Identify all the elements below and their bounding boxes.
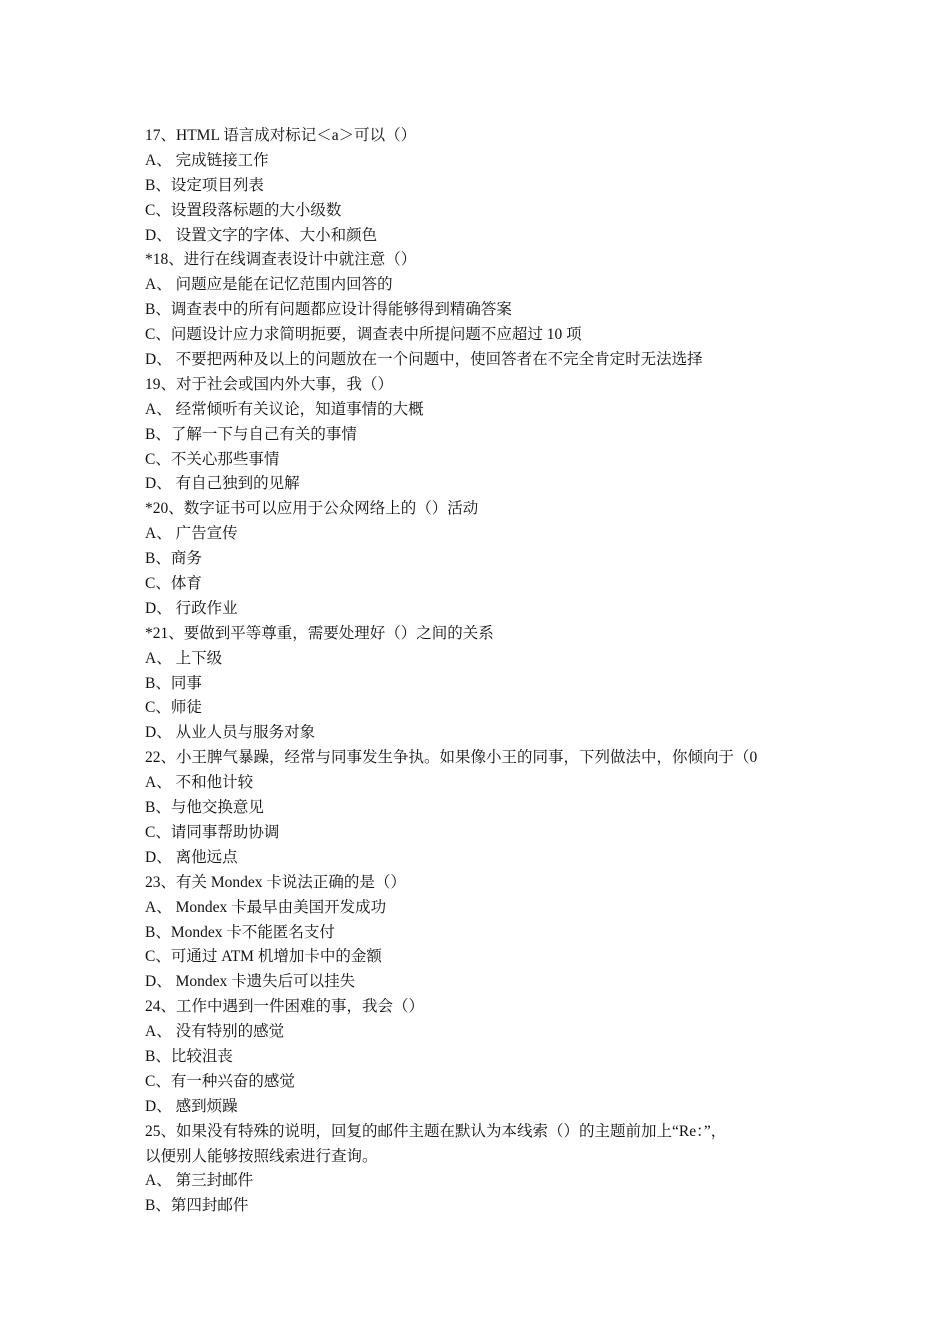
question-22-option-a: A、 不和他计较 <box>145 774 254 792</box>
question-24-option-a: A、 没有特别的感觉 <box>145 1023 285 1041</box>
question-18-option-d: D、 不要把两种及以上的问题放在一个问题中，使回答者在不完全肯定时无法选择 <box>145 351 703 369</box>
question-23-option-b: B、Mondex 卡不能匿名支付 <box>145 923 335 941</box>
question-18-option-b: B、调查表中的所有问题都应设计得能够得到精确答案 <box>145 301 512 319</box>
question-list <box>145 124 825 1219</box>
question-24-option-b: B、比较沮丧 <box>145 1047 233 1065</box>
question-17-stem: 17、HTML 语言成对标记＜a＞可以（） <box>145 127 417 144</box>
question-22-option-c: C、请同事帮助协调 <box>145 823 280 841</box>
question-25-stem: 25、如果没有特殊的说明，回复的邮件主题在默认为本线索（）的主题前加上“Re：”， <box>145 1122 727 1140</box>
question-21-option-d: D、 从业人员与服务对象 <box>145 724 316 742</box>
question-22-option-d: D、 离他远点 <box>145 848 238 866</box>
question-17-option-d: D、 设置文字的字体、大小和颜色 <box>145 226 378 244</box>
question-18-option-c: C、问题设计应力求简明扼要，调查表中所提问题不应超过 10 项 <box>145 326 582 344</box>
question-18-option-a: A、 问题应是能在记忆范围内回答的 <box>145 276 393 294</box>
question-22-option-b: B、与他交换意见 <box>145 799 264 817</box>
question-20-option-d: D、 行政作业 <box>145 599 238 617</box>
question-20-option-a: A、 广告宣传 <box>145 525 238 543</box>
question-21-option-a: A、 上下级 <box>145 649 223 667</box>
question-24-option-d: D、 感到烦躁 <box>145 1097 238 1115</box>
question-20-stem: *20、数字证书可以应用于公众网络上的（）活动 <box>145 500 479 518</box>
question-22-stem: 22、小王脾气暴躁，经常与同事发生争执。如果像小王的同事，下列做法中，你倾向于（0 <box>145 749 758 767</box>
question-19-option-b: B、了解一下与自己有关的事情 <box>145 425 357 443</box>
question-23-stem: 23、有关 Mondex 卡说法正确的是（） <box>145 873 406 891</box>
question-24-option-c: C、有一种兴奋的感觉 <box>145 1072 295 1090</box>
question-23-option-d: D、 Mondex 卡遗失后可以挂失 <box>145 973 356 991</box>
question-25-option-b: B、第四封邮件 <box>145 1197 249 1215</box>
question-23-option-a: A、 Mondex 卡最早由美国开发成功 <box>145 898 387 916</box>
question-21-stem: *21、要做到平等尊重，需要处理好（）之间的关系 <box>145 624 494 642</box>
question-21-option-b: B、同事 <box>145 674 202 692</box>
question-25-stem-continued: 以便别人能够按照线索进行查询。 <box>145 1147 378 1165</box>
question-18-stem: *18、进行在线调查表设计中就注意（） <box>145 251 417 269</box>
question-19-option-c: C、不关心那些事情 <box>145 450 280 468</box>
question-21-option-c: C、师徒 <box>145 699 202 717</box>
question-20-option-c: C、体育 <box>145 575 202 593</box>
question-17-option-b: B、设定项目列表 <box>145 176 264 194</box>
question-19-option-a: A、 经常倾听有关议论，知道事情的大概 <box>145 400 424 418</box>
question-20-option-b: B、商务 <box>145 550 202 568</box>
question-19-option-d: D、 有自己独到的见解 <box>145 475 300 493</box>
question-17-option-c: C、设置段落标题的大小级数 <box>145 201 342 219</box>
question-23-option-c: C、可通过 ATM 机增加卡中的金额 <box>145 948 382 966</box>
question-17-option-a: A、 完成链接工作 <box>145 151 269 169</box>
question-24-stem: 24、工作中遇到一件困难的事，我会（） <box>145 998 425 1016</box>
question-25-option-a: A、 第三封邮件 <box>145 1172 254 1190</box>
question-19-stem: 19、对于社会或国内外大事，我（） <box>145 375 394 393</box>
